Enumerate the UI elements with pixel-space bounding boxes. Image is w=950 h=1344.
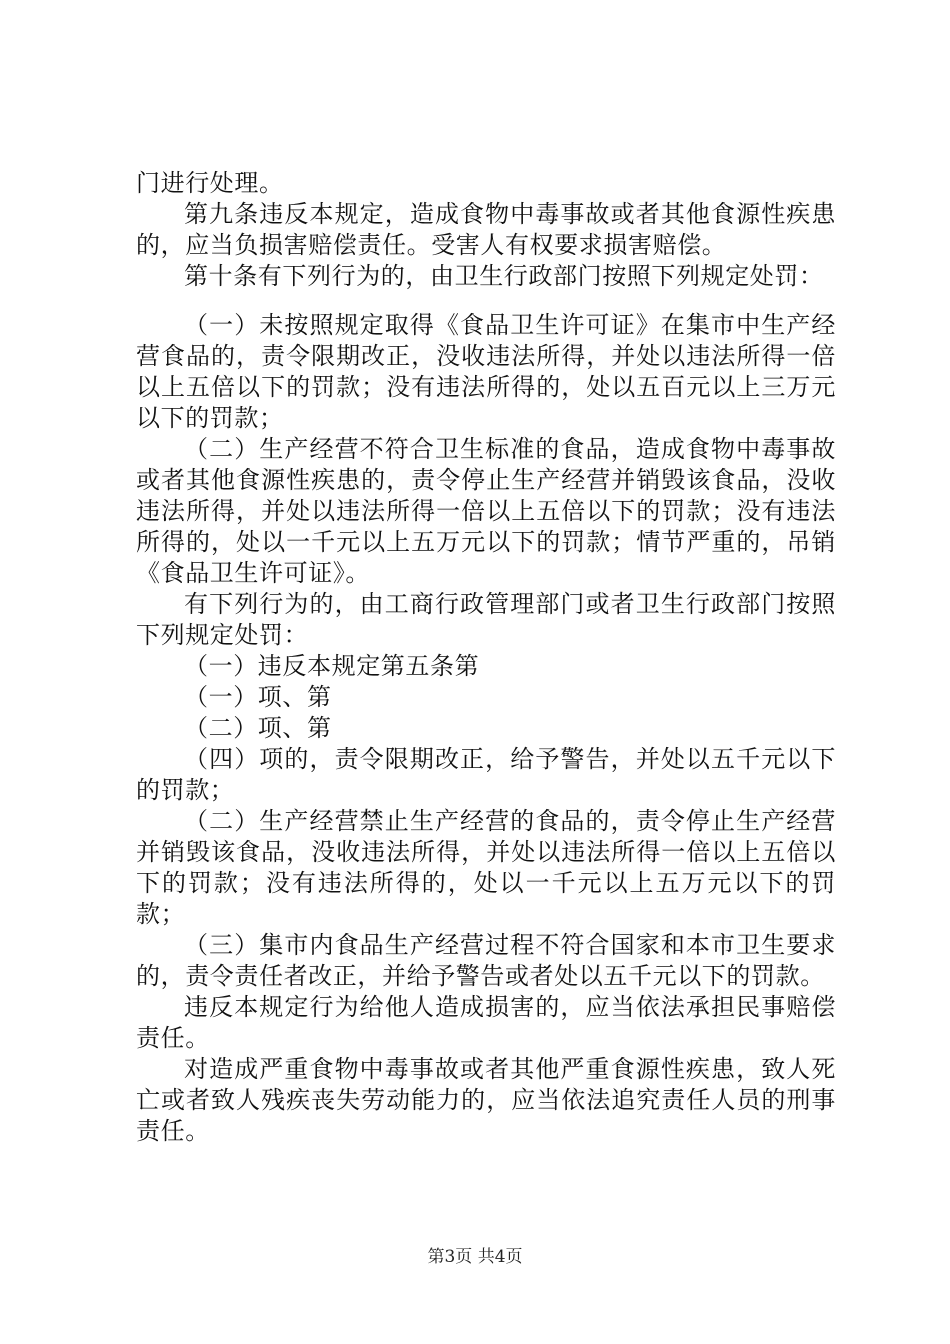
- paragraph-civil-liability: 违反本规定行为给他人造成损害的，应当依法承担民事赔偿责任。: [136, 993, 836, 1052]
- page-number-footer: 第3页 共4页: [427, 1247, 523, 1267]
- paragraph-article-9: 第九条违反本规定，造成食物中毒事故或者其他食源性疾患的，应当负损害赔偿责任。受害人有权要求损害赔偿。: [136, 200, 836, 259]
- paragraph-penalty-intro: 有下列行为的，由工商行政管理部门或者卫生行政部门按照下列规定处罚：: [136, 590, 836, 649]
- document-body: [136, 168, 836, 1147]
- paragraph-criminal-liability: 对造成严重食物中毒事故或者其他严重食源性疾患，致人死亡或者致人残疾丧失劳动能力的，应当依法追究责任人员的刑事责任。: [136, 1055, 836, 1145]
- paragraph-item-1: （一）未按照规定取得《食品卫生许可证》在集市中生产经营食品的，责令限期改正，没收违法所得，并处以违法所得一倍以上五倍以下的罚款；没有违法所得的，处以五百元以上三万元以下的罚款；: [136, 311, 836, 432]
- paragraph-continuation: 门进行处理。: [136, 169, 284, 197]
- paragraph-sub-item-c: （二）项、第: [184, 714, 332, 742]
- paragraph-sub-item-b: （一）项、第: [184, 683, 332, 711]
- paragraph-sub-item-d: （四）项的，责令限期改正，给予警告，并处以五千元以下的罚款；: [136, 745, 836, 804]
- paragraph-sub-item-a: （一）违反本规定第五条第: [184, 652, 480, 680]
- paragraph-item-2: （二）生产经营不符合卫生标准的食品，造成食物中毒事故或者其他食源性疾患的，责令停止生产经营并销毁该食品，没收违法所得，并处以违法所得一倍以上五倍以下的罚款；没有违法所得的，处以一千元以上五万元以下的罚款；情节严重的，吊销《食品卫生许可证》。: [136, 435, 836, 587]
- paragraph-sub-item-f: （三）集市内食品生产经营过程不符合国家和本市卫生要求的，责令责任者改正，并给予警告或者处以五千元以下的罚款。: [136, 931, 836, 990]
- paragraph-article-10: 第十条有下列行为的，由卫生行政部门按照下列规定处罚：: [184, 262, 824, 290]
- paragraph-sub-item-e: （二）生产经营禁止生产经营的食品的，责令停止生产经营并销毁该食品，没收违法所得，并处以违法所得一倍以上五倍以下的罚款；没有违法所得的，处以一千元以上五万元以下的罚款；: [136, 807, 836, 928]
